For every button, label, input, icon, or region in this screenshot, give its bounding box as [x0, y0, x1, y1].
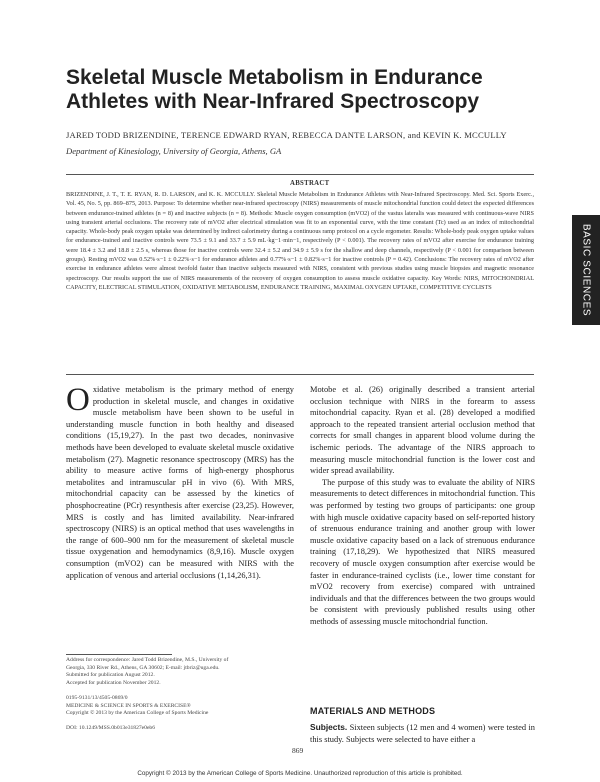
- drop-cap: O: [66, 382, 90, 418]
- intro-paragraph: xidative metabolism is the primary method of energy production in skeletal muscle, and changes in oxidative muscle metabolism have been shown to be useful in understanding muscle function in both healthy and diseased conditions (15,19,27). In the past two decades, noninvasive methods have been developed to evaluate skeletal muscle oxidative metabolism (27). Magnetic resonance spectroscopy (MRS) has the ability to measure active forms of high-energy phosphorus metabolites and intramuscular pH in vivo (6). With MRS, mitochondrial capacity can be assessed by the kinetics of phosphocreatine (PCr) resynthesis after exercise (23,25). However, MRS is costly and has limited availability. Near-infrared spectroscopy (NIRS) is an optical method that uses wavelengths in the range of 600–900 nm for the measurement of skeletal muscle tissue oxygenation and hemodynamics (8,9,16). Muscle oxygen consumption (mVO2) can be measured with NIRS with the application of venous and arterial occlusions (1,14,26,31).: [66, 385, 294, 580]
- footnote-line: [66, 718, 294, 726]
- section-side-label: BASIC SCIENCES: [580, 223, 592, 317]
- article-title: Skeletal Muscle Metabolism in Endurance Athletes with Near-Infrared Spectroscopy: [66, 66, 483, 113]
- footnote-line: MEDICINE & SCIENCE IN SPORTS & EXERCISE®: [66, 702, 191, 709]
- footnote-line: DOI: 10.1249/MSS.0b013e31827e0eb6: [66, 725, 156, 732]
- right-paragraph-2: The purpose of this study was to evaluate the ability of NIRS measurements to detect differences in mitochondrial function. This was performed by testing two groups of participants: one group with high muscle oxidative capacity based on self-reported history of strenuous endurance training and another group with lower muscle oxidative capacity based on a lack of strenuous endurance training (17,18,29). We hypothesized that NIRS measured recovery of muscle oxygen consumption after exercise would be faster in endurance-trained cyclists (i.e., lower time constant for mVO2 recovery from exercise) compared with untrained individuals and that the differences between the two groups would be consistent with previously published results using other methods of assessing muscle mitochondrial function.: [310, 477, 535, 626]
- footnote-line: Copyright © 2013 by the American College of Sports Medicine: [66, 710, 209, 717]
- abstract-text: BRIZENDINE, J. T., T. E. RYAN, R. D. LARSON, and K. K. MCCULLY. Skeletal Muscle Metabolism in Endurance Athletes with Near-Infrared Spectroscopy. Med. Sci. Sports Exerc., Vol. 45, No. 5, pp. 869–875, 2013. Purpose: To determine whether near-infrared spectroscopy (NIRS) measurements of muscle mitochondrial function could detect the expected differences between endurance-trained athletes (n = 8) and inactive subjects (n = 8). Methods: Muscle oxygen consumption (mVO2) of the vastus lateralis was measured with continuous-wave NIRS using transient arterial occlusions. The recovery rate of mVO2 after electrical stimulation was fit to an exponential curve, with the time constant (Tc) used as an index of mitochondrial capacity. Whole-body peak oxygen uptake was determined by indirect calorimetry during a continuous ramp protocol on a cycle ergometer. Results: Whole-body peak oxygen uptake values for endurance-trained and inactive controls were 73.5 ± 9.1 and 33.7 ± 5.9 mL·kg−1·min−1, respectively (P < 0.001). The recovery rates of mVO2 after exercise for endurance training were 18.4 ± 3.2 and 18.8 ± 2.5 s, whereas those for inactive controls were 32.4 ± 5.2 and 34.9 ± 5.9 s for the shallow and deep channels, respectively (P < 0.001 for comparison between groups). Resting mVO2 was 0.52%·s−1 ± 0.22%·s−1 for endurance athletes and 0.77%·s−1 ± 0.82%·s−1 for inactive controls (P = 0.42). Conclusions: The recovery rates of mVO2 after exercise in endurance athletes were almost twofold faster than inactive subjects measured with NIRS, consistent with previous studies using muscle biopsies and magnetic resonance spectroscopy. Our results support the use of NIRS measurements of the recovery of oxygen consumption to assess muscle oxidative capacity. Key Words: NIRS, MITOCHONDRIAL CAPACITY, ELECTRICAL STIMULATION, OXIDATIVE METABOLISM, ENDURANCE TRAINING, MAXIMAL OXYGEN UPTAKE, COMPETITIVE CYCLISTS: [66, 191, 534, 291]
- body-left-column: [66, 384, 294, 581]
- footnotes: [66, 657, 294, 733]
- footnote-line: Submitted for publication August 2012.: [66, 672, 155, 679]
- footnote-line: Address for correspondence: Jared Todd Brizendine, M.S., University of: [66, 657, 229, 663]
- abstract-top-rule: [66, 174, 534, 175]
- subjects-paragraph: [310, 722, 535, 745]
- copyright-notice: Copyright © 2013 by the American College of Sports Medicine. Unauthorized reproduction of this article is prohibited.: [137, 770, 463, 777]
- footnote-line: [66, 687, 294, 695]
- footnote-line: 0195-9131/13/4505-0869/0: [66, 694, 128, 701]
- footnote-line: Accepted for publication November 2012.: [66, 679, 161, 686]
- page-number: 869: [292, 746, 304, 755]
- abstract-bottom-rule: [66, 374, 534, 375]
- affiliation: Department of Kinesiology, University of Georgia, Athens, GA: [66, 146, 282, 156]
- right-paragraph-1: Motobe et al. (26) originally described a transient arterial occlusion technique with NIRS in the forearm to assess mitochondrial capacity. Ryan et al. (28) developed a modified approach to the repeated transient arterial occlusion method that corrects for small changes in apparent blood volume during the ischemic periods. The advantage of the NIRS approach to measuring muscle mitochondrial function is the lower cost and wider spread availability.: [310, 385, 535, 476]
- footnote-line: Georgia, 330 River Rd., Athens, GA 30602; E-mail: jtbriz@uga.edu.: [66, 664, 220, 671]
- methods-heading: MATERIALS AND METHODS: [310, 706, 436, 716]
- author-list: JARED TODD BRIZENDINE, TERENCE EDWARD RYAN, REBECCA DANTE LARSON, and KEVIN K. MCCULLY: [66, 130, 507, 140]
- footnote-rule: [66, 654, 172, 655]
- subjects-subheading: Subjects.: [310, 722, 348, 732]
- abstract-heading: ABSTRACT: [290, 180, 330, 187]
- subjects-text: Sixteen subjects (12 men and 4 women) were tested in this study. Subjects were selected to have either a: [310, 723, 535, 744]
- body-right-column: [310, 384, 535, 627]
